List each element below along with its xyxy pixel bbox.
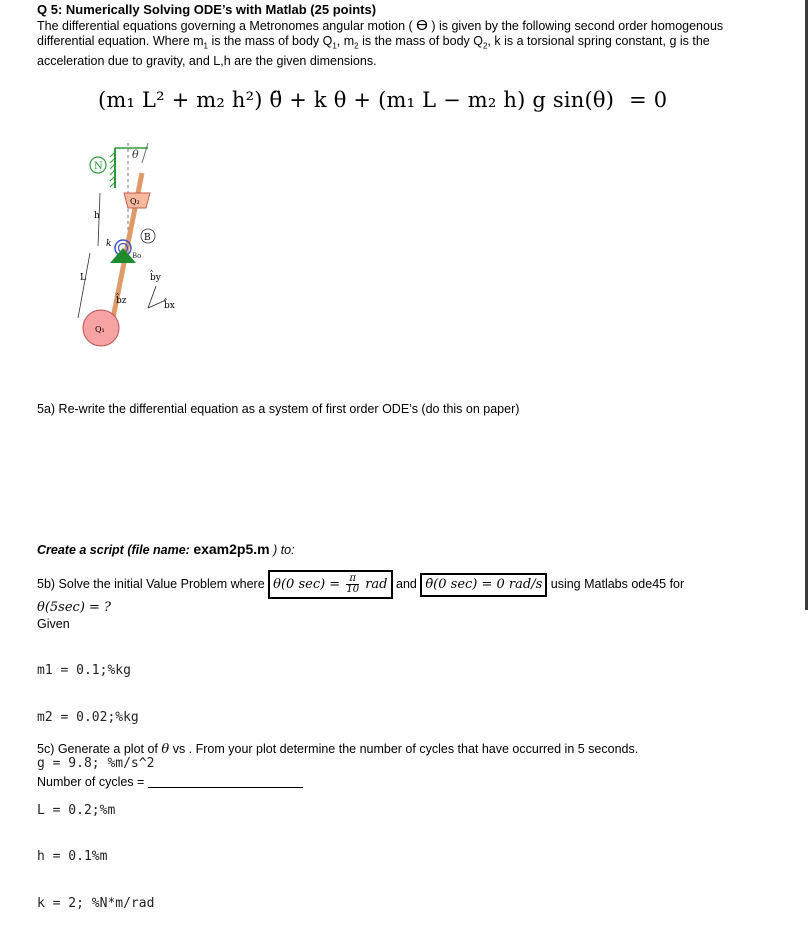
create-script-suffix: ) to: (269, 543, 295, 557)
h-label: h (94, 211, 100, 221)
intro-text-2: ) is given by the following second order homogenous differential equation. Where m (37, 19, 724, 48)
create-script-prefix: Create a script (file name: (37, 543, 194, 557)
ic1-numerator: π (346, 574, 359, 585)
bx-label: b̂x (164, 301, 175, 311)
initial-condition-theta (268, 570, 392, 599)
part-b-target: θ(5sec) = ? (37, 600, 112, 615)
L-label: L (80, 273, 86, 283)
ic1-unit: rad (365, 577, 388, 592)
q1-label: Q₁ (95, 325, 105, 334)
code-line: m2 = 0.02;%kg (37, 709, 139, 725)
bo-label: Bo (132, 252, 142, 260)
intro-text-1: The differential equations governing a Metronomes angular motion ( (37, 19, 413, 33)
governing-equation (98, 88, 667, 112)
frame-label: N (94, 161, 103, 172)
part-b-prefix: 5b) Solve the initial Value Problem where (37, 577, 265, 591)
intro-text-5: is the mass of body Q (358, 34, 483, 48)
intro-text-6: , k is a torsional spring constant, g is the acceleration due to gravity, and L,h are the given dimensions. (37, 34, 710, 68)
part-b-line (37, 570, 684, 599)
part-c-suffix: vs . From your plot determine the number of cycles that have occurred in 5 seconds. (172, 742, 639, 756)
q2-label: Q₂ (130, 197, 140, 206)
theta-angle-label: θ (132, 148, 139, 161)
equation-rhs: = 0 (629, 88, 668, 112)
subscript-2: 2 (354, 41, 359, 51)
subscript-1: 1 (203, 41, 208, 51)
theta-symbol: ϴ (416, 17, 428, 34)
code-line: h = 0.1%m (37, 849, 108, 864)
ic1-fraction (346, 574, 359, 595)
ic1-denominator: 10 (346, 584, 360, 595)
by-label: b̂y (150, 273, 161, 283)
part-b-suffix: using Matlabs ode45 for (550, 577, 685, 591)
cycles-answer-blank[interactable] (148, 775, 303, 788)
code-line: g = 9.8; %m/s^2 (37, 756, 155, 771)
bz-label: b̂z (116, 296, 127, 306)
initial-condition-theta-dot: θ̇(0 sec) = 0 rad/s (420, 573, 547, 597)
subscript-1b: 1 (332, 41, 337, 51)
metronome-diagram (70, 138, 210, 353)
k-label: k (106, 239, 112, 249)
question-title: Q 5: Numerically Solving ODE’s with Matlab (25 points) (37, 2, 377, 17)
intro-text-3: is the mass of body Q (207, 34, 333, 48)
code-line: L = 0.2;%m (37, 802, 116, 818)
part-c-prefix: 5c) Generate a plot of (37, 742, 158, 756)
part-c-line (37, 742, 638, 757)
question-intro (37, 18, 767, 69)
and-word: and (396, 577, 417, 591)
intro-text-4: , m (336, 34, 355, 48)
subscript-2b: 2 (482, 41, 488, 51)
cycles-answer-line (37, 775, 303, 789)
part-a-text: 5a) Re-write the differential equation as a system of first order ODE’s (do this on paper) (37, 402, 520, 416)
part-c-theta: θ (161, 742, 170, 757)
cycles-label: Number of cycles = (37, 775, 145, 789)
ic1-left: θ(0 sec) = (273, 577, 341, 592)
equation-lhs: (m₁ L² + m₂ h²) θ̈ + k θ + (m₁ L − m₂ h) g sin(θ) (98, 88, 615, 112)
body-b-label: B (144, 233, 151, 243)
given-label: Given (37, 617, 70, 631)
code-line: m1 = 0.1;%kg (37, 663, 131, 678)
script-filename: exam2p5.m (193, 541, 270, 557)
code-line: k = 2; %N*m/rad (37, 895, 155, 911)
create-script-line (37, 541, 295, 557)
